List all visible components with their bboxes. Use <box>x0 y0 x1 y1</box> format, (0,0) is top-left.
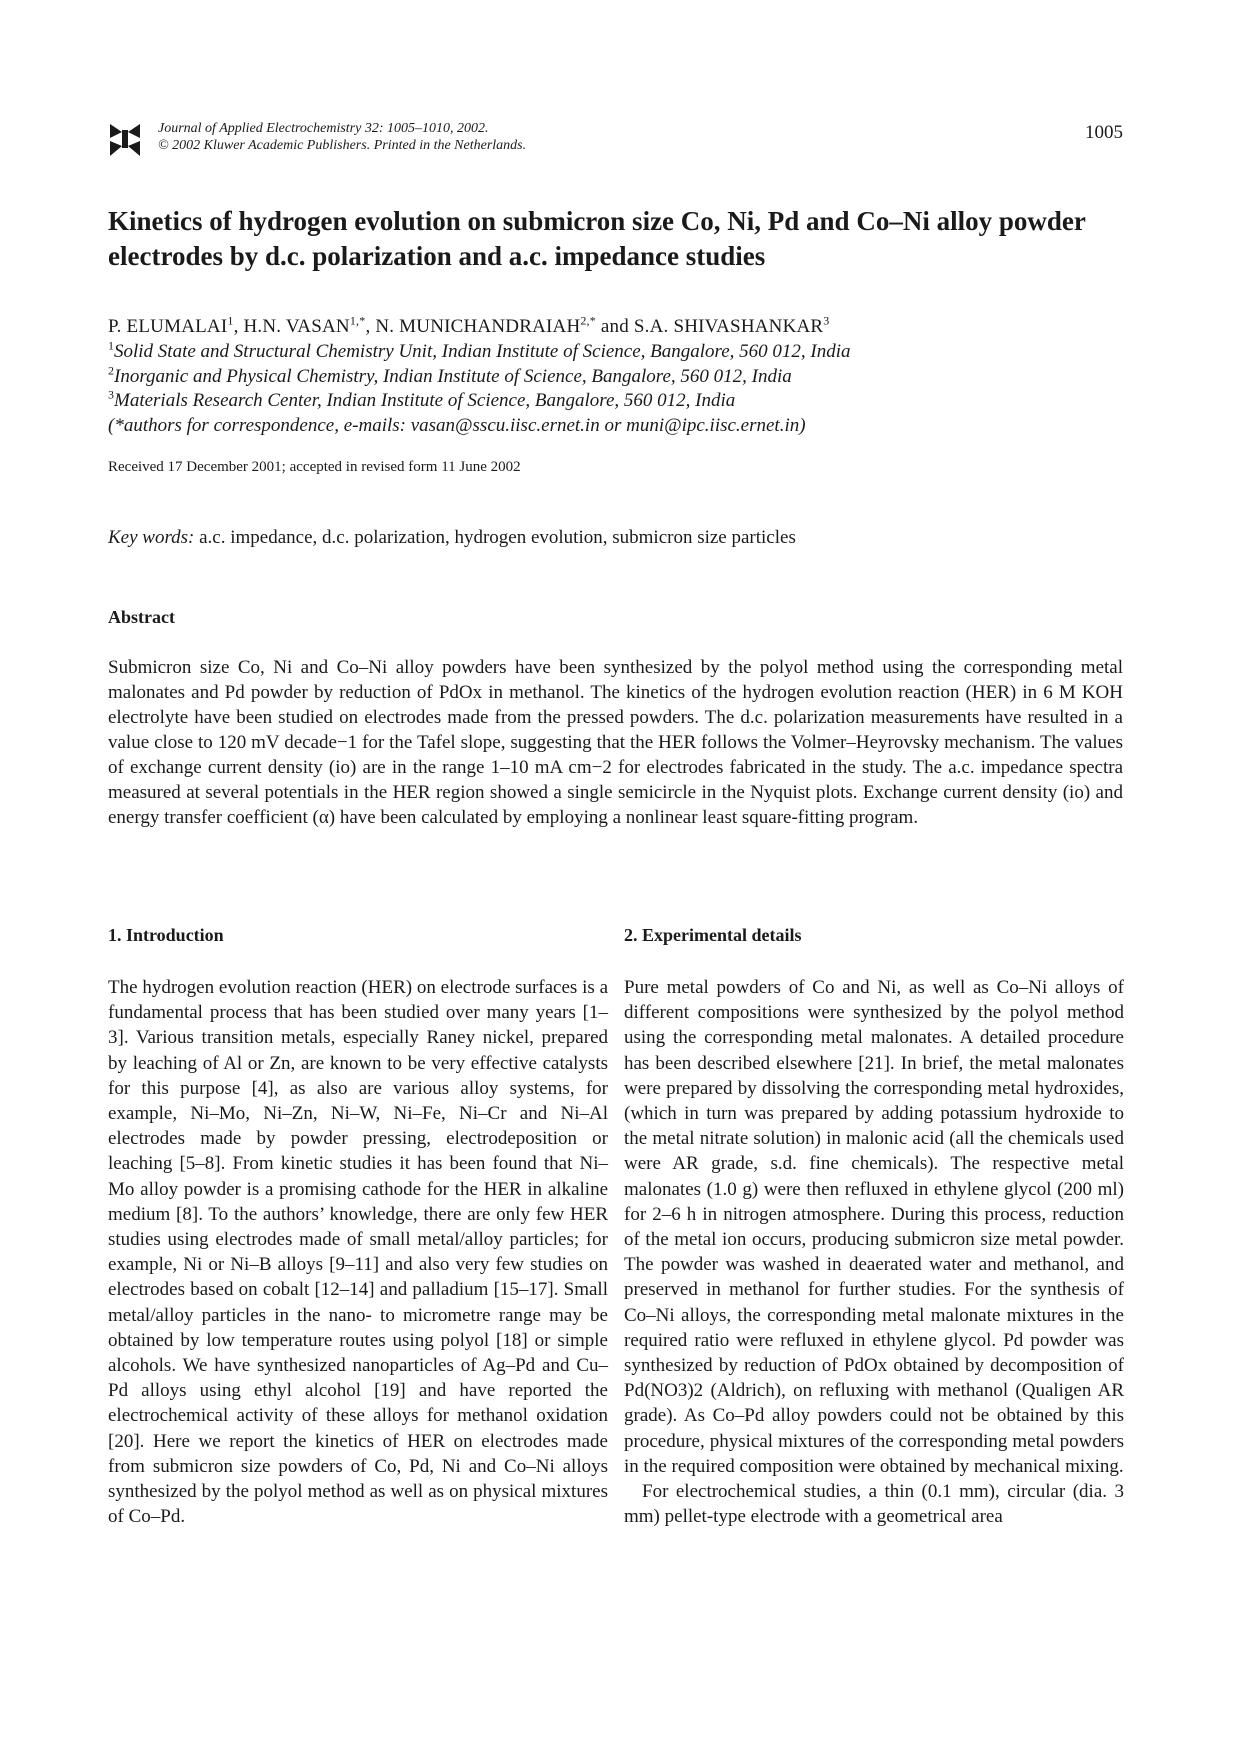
author-list <box>108 315 1128 339</box>
author-affil-marker: 3 <box>823 313 830 328</box>
left-column <box>108 925 608 1529</box>
author-affil-marker: 1 <box>227 313 234 328</box>
author-name: P. ELUMALAI <box>108 316 228 337</box>
paper-title: Kinetics of hydrogen evolution on submicron size Co, Ni, Pd and Co–Ni alloy powder electrodes by d.c. polarization and a.c. impedance studies <box>108 206 1086 271</box>
affiliation-text: Inorganic and Physical Chemistry, Indian Institute of Science, Bangalore, 560 012, India <box>114 365 792 387</box>
introduction-paragraph: The hydrogen evolution reaction (HER) on electrode surfaces is a fundamental process that has been studied over many years [1–3]. Various transition metals, especially Raney nickel, prepared by leaching of Al or Zn, are known to be very effective catalysts for this purpose [4], as also are various alloy systems, for example, Ni–Mo, Ni–Zn, Ni–W, Ni–Fe, Ni–Cr and Ni–Al electrodes made by powder pressing, electrodeposition or leaching [5–8]. From kinetic studies it has been found that Ni–Mo alloy powder is a promising cathode for the HER in alkaline medium [8]. To the authors’ knowledge, there are only few HER studies using electrodes made of small metal/alloy particles; for example, Ni or Ni–B alloys [9–11] and also very few studies on electrodes based on cobalt [12–14] and palladium [15–17]. Small metal/alloy particles in the nano- to micrometre range may be obtained by low temperature routes using polyol [18] or simple alcohols. We have synthesized nanoparticles of Ag–Pd and Cu–Pd alloys using ethyl alcohol [19] and have reported the electrochemical activity of these alloys for methanol oxidation [20]. Here we report the kinetics of HER on electrodes made from submicron size powders of Co, Pd, Ni and Co–Ni alloys synthesized by the polyol method as well as on physical mixtures of Co–Pd. <box>108 977 608 1528</box>
keywords-text: a.c. impedance, d.c. polarization, hydrogen evolution, submicron size particles <box>199 527 796 548</box>
author-affil-marker: 2,* <box>580 313 596 328</box>
received-dates: Received 17 December 2001; accepted in revised form 11 June 2002 <box>108 459 521 475</box>
abstract-text: Submicron size Co, Ni and Co–Ni alloy powders have been synthesized by the polyol method using the corresponding metal malonates and Pd powder by reduction of PdOx in methanol. The kinetics of the hydrogen evolution reaction (HER) in 6 M KOH electrolyte have been studied on electrodes made from the pressed powders. The d.c. polarization measurements have resulted in a value close to 120 mV decade−1 for the Tafel slope, suggesting that the HER follows the Volmer–Heyrovsky mechanism. The values of exchange current density (io) are in the range 1–10 mA cm−2 for electrodes fabricated in the study. The a.c. impedance spectra measured at several potentials in the HER region showed a single semicircle in the Nyquist plots. Exchange current density (io) and energy transfer coefficient (α) have been calculated by employing a nonlinear least square-fitting program. <box>108 657 1123 828</box>
affiliation-marker: 3 <box>108 387 114 402</box>
affiliation-text: Materials Research Center, Indian Institute of Science, Bangalore, 560 012, India <box>114 390 736 411</box>
affiliation-item <box>108 365 1128 390</box>
author-name: , N. MUNICHANDRAIAH <box>365 316 581 337</box>
section-heading-introduction: 1. Introduction <box>108 925 224 945</box>
journal-line-1: Journal of Applied Electrochemistry 32: 1005–1010, 2002. <box>158 121 489 136</box>
keywords <box>108 527 796 549</box>
page-number: 1005 <box>1085 122 1123 143</box>
affiliation-list <box>108 340 1128 438</box>
section-heading-experimental: 2. Experimental details <box>624 925 802 945</box>
publisher-logo-icon <box>108 122 142 158</box>
keywords-label: Key words: <box>108 527 195 548</box>
author-name: and S.A. SHIVASHANKAR <box>595 316 824 337</box>
journal-line-2: © 2002 Kluwer Academic Publishers. Printed in the Netherlands. <box>158 138 527 153</box>
affiliation-item <box>108 340 1128 365</box>
journal-citation <box>158 120 526 154</box>
affiliation-text: Solid State and Structural Chemistry Unit, Indian Institute of Science, Bangalore, 560 012, India <box>114 341 851 362</box>
right-column <box>624 925 1124 1529</box>
author-affil-marker: 1,* <box>349 313 366 328</box>
affiliation-item <box>108 389 1128 414</box>
journal-header <box>108 120 1123 160</box>
affiliation-marker: 1 <box>108 338 114 353</box>
author-name: , H.N. VASAN <box>233 316 350 337</box>
experimental-paragraph-1: Pure metal powders of Co and Ni, as well as Co–Ni alloys of different compositions were synthesized by the polyol method using the corresponding metal malonates. A detailed procedure has been described elsewhere [21]. In brief, the metal malonates were prepared by dissolving the corresponding metal hydroxides, (which in turn was prepared by adding potassium hydroxide to the metal nitrate solution) in malonic acid (all the chemicals used were AR grade, s.d. fine chemicals). The respective metal malonates (1.0 g) were then refluxed in ethylene glycol (200 ml) for 2–6 h in nitrogen atmosphere. During this process, reduction of the metal ion occurs, producing submicron size metal powder. The powder was washed in deaerated water and methanol, and preserved in methanol for further studies. For the synthesis of Co–Ni alloys, the corresponding metal malonate mixtures in the required ratio were refluxed in ethylene glycol. Pd powder was synthesized by reduction of PdOx obtained by decomposition of Pd(NO3)2 (Aldrich), on refluxing with methanol (Qualigen AR grade). As Co–Pd alloy powders could not be obtained by this procedure, physical mixtures of the corresponding metal powders in the required composition were obtained by mechanical mixing. <box>624 977 1124 1477</box>
correspondence-note: (*authors for correspondence, e-mails: vasan@sscu.iisc.ernet.in or muni@ipc.iisc.ernet.in) <box>108 414 806 436</box>
experimental-paragraph-2: For electrochemical studies, a thin (0.1 mm), circular (dia. 3 mm) pellet-type electrode with a geometrical area <box>624 1481 1124 1528</box>
abstract-heading: Abstract <box>108 607 175 627</box>
affiliation-marker: 2 <box>108 363 114 378</box>
